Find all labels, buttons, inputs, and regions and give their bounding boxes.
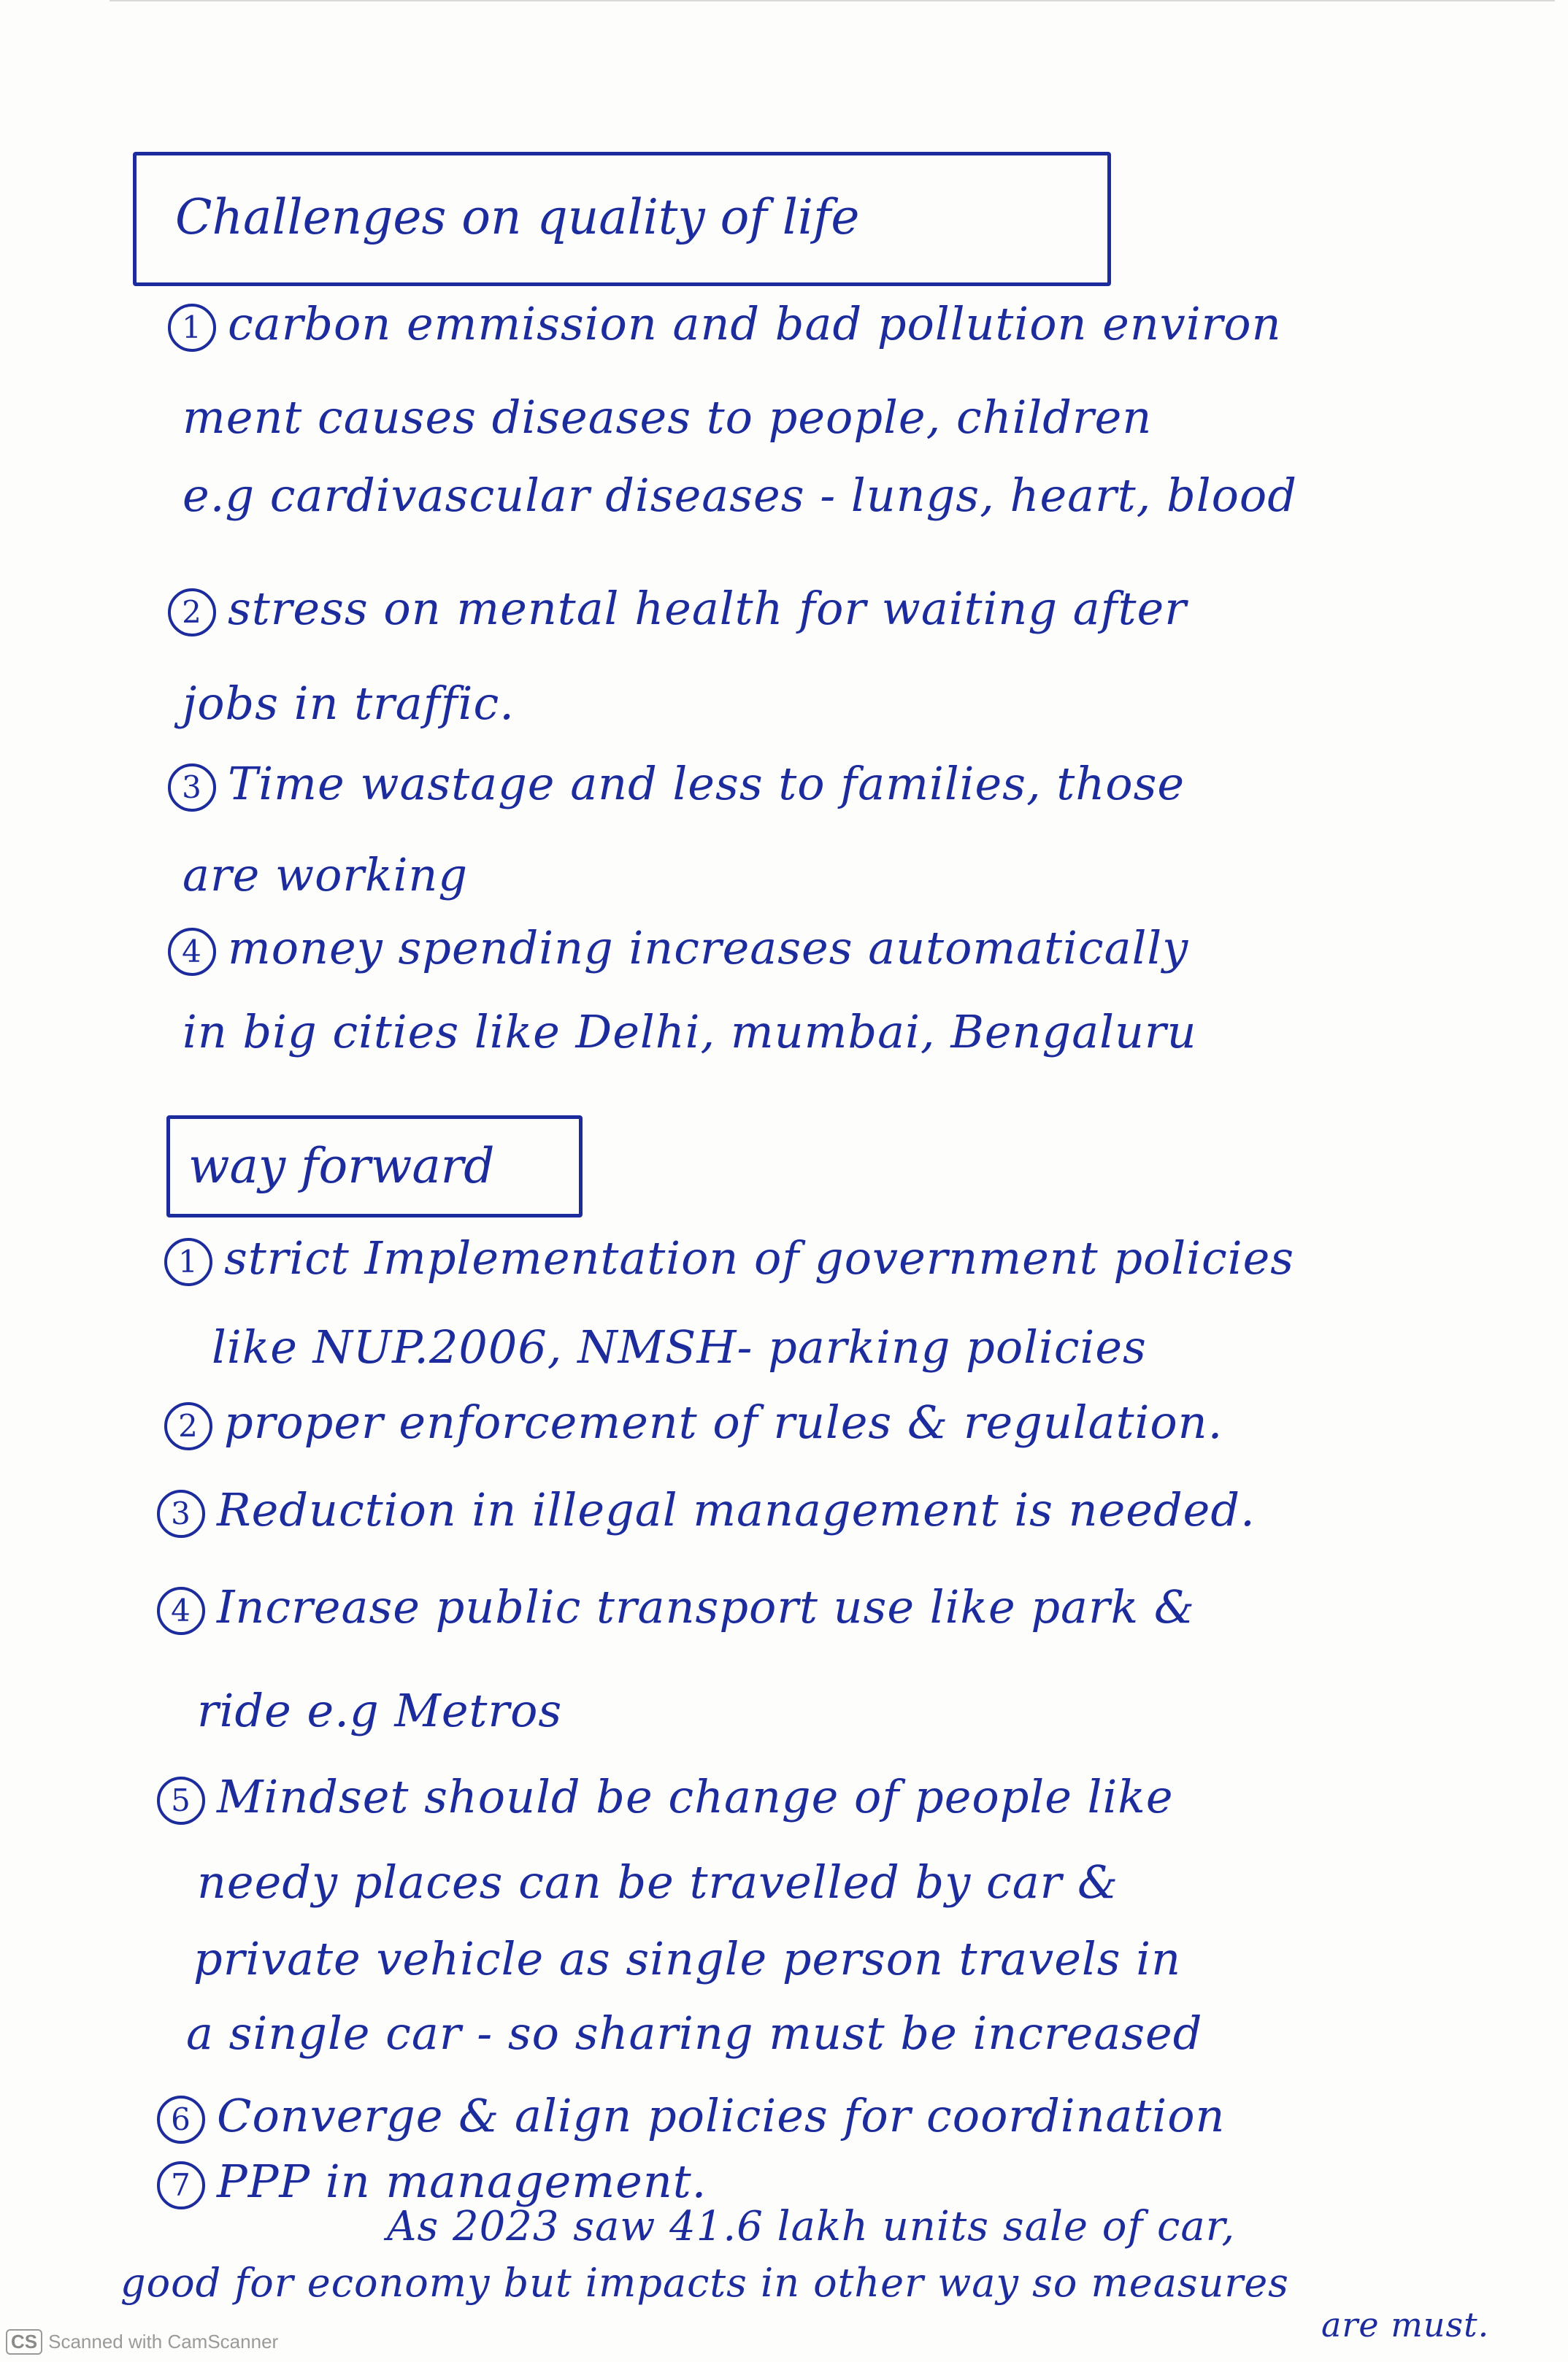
item-text: Time wastage and less to families, those xyxy=(228,757,1185,810)
watermark-text: Scanned with CamScanner xyxy=(48,2331,279,2353)
list-item-7 xyxy=(157,2157,707,2209)
list-item-1-cont: e.g cardivascular diseases - lungs, heart, blood xyxy=(182,469,1297,522)
list-item-1 xyxy=(164,1231,1295,1286)
item-number: 1 xyxy=(168,304,216,352)
list-item-6 xyxy=(157,2091,1225,2144)
item-number: 7 xyxy=(157,2161,205,2209)
item-text: strict Implementation of government policies xyxy=(224,1231,1295,1285)
item-text: Reduction in illegal management is needed. xyxy=(217,1483,1256,1536)
list-item-4 xyxy=(168,923,1188,976)
item-text: proper enforcement of rules & regulation. xyxy=(224,1396,1223,1449)
list-item-2 xyxy=(164,1398,1223,1450)
list-item-5 xyxy=(157,1772,1174,1825)
item-number: 3 xyxy=(157,1490,205,1538)
closing-line-1: As 2023 saw 41.6 lakh units sale of car, xyxy=(387,2203,1236,2250)
scanner-watermark xyxy=(6,2329,278,2355)
item-text: carbon emmission and bad pollution environ xyxy=(228,297,1282,350)
item-text: stress on mental health for waiting after xyxy=(228,582,1187,635)
closing-line-3: are must. xyxy=(1321,2305,1490,2344)
item-number: 5 xyxy=(157,1777,205,1825)
list-item-1-cont: like NUP.2006, NMSH- parking policies xyxy=(212,1320,1147,1374)
item-number: 1 xyxy=(164,1238,212,1286)
list-item-3 xyxy=(168,759,1185,812)
list-item-5-cont: private vehicle as single person travels in xyxy=(193,1932,1182,1985)
item-number: 3 xyxy=(168,763,216,812)
list-item-5-cont: a single car - so sharing must be increased xyxy=(186,2007,1203,2060)
list-item-4-cont: ride e.g Metros xyxy=(197,1684,563,1737)
list-item-3 xyxy=(157,1485,1256,1538)
item-number: 4 xyxy=(157,1587,205,1635)
section2-title: way forward xyxy=(188,1138,495,1194)
section1-title: Challenges on quality of life xyxy=(175,189,860,245)
list-item-4-cont: in big cities like Delhi, mumbai, Bengaluru xyxy=(182,1005,1197,1058)
camscanner-logo: CS xyxy=(6,2329,42,2355)
item-text: money spending increases automatically xyxy=(228,921,1189,974)
closing-line-2: good for economy but impacts in other way so measures xyxy=(120,2260,1289,2306)
item-text: Mindset should be change of people like xyxy=(217,1770,1174,1823)
item-text: PPP in management. xyxy=(217,2155,707,2208)
list-item-5-cont: needy places can be travelled by car & xyxy=(197,1855,1119,1909)
item-number: 6 xyxy=(157,2096,205,2144)
page-edge-line xyxy=(109,0,1555,1)
list-item-2 xyxy=(168,584,1187,636)
item-text: Converge & align policies for coordination xyxy=(217,2089,1226,2142)
list-item-3-cont: are working xyxy=(182,848,469,901)
item-number: 4 xyxy=(168,928,216,976)
item-number: 2 xyxy=(164,1402,212,1450)
item-number: 2 xyxy=(168,588,216,636)
list-item-1 xyxy=(168,299,1282,352)
list-item-2-cont: jobs in traffic. xyxy=(182,677,515,730)
item-text: Increase public transport use like park & xyxy=(217,1580,1196,1634)
list-item-4 xyxy=(157,1582,1195,1635)
list-item-1-cont: ment causes diseases to people, children xyxy=(182,391,1153,444)
